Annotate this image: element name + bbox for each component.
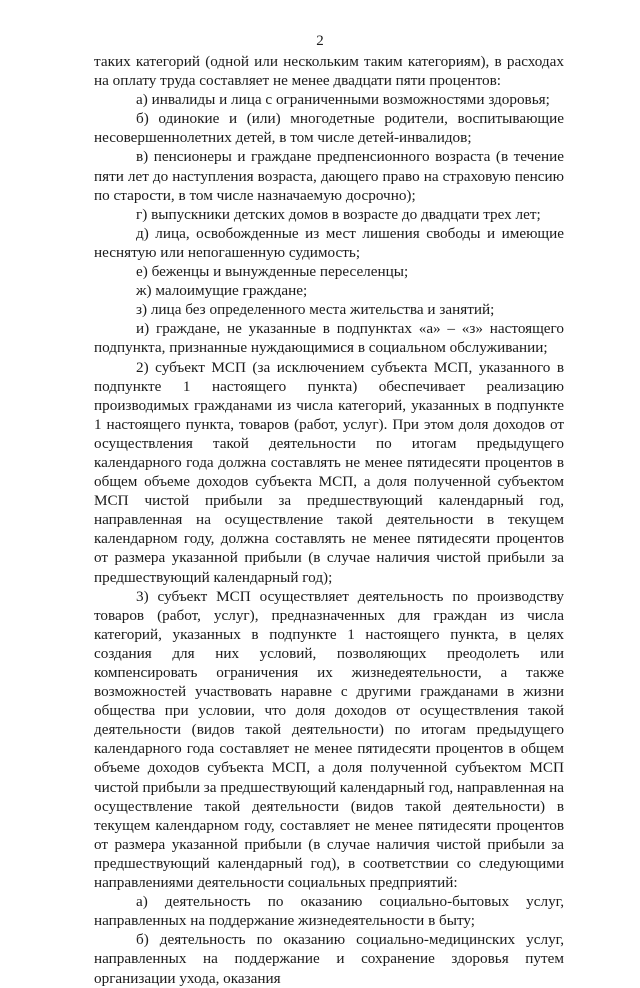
list-item-g: г) выпускники детских домов в возрасте до двадцати трех лет; (136, 205, 541, 223)
list-item-d: д) лица, освобожденные из мест лишения свободы и имеющие неснятую или непогашенную судимость; (94, 224, 564, 261)
list-item-a: а) инвалиды и лица с ограниченными возможностями здоровья; (136, 91, 550, 109)
list-item-e: е) беженцы и вынужденные переселенцы; (136, 263, 409, 281)
list-item-b: б) одинокие и (или) многодетные родители, воспитывающие несовершеннолетних детей, в том числе детей-инвалидов; (94, 110, 564, 147)
page-number: 2 (316, 33, 324, 49)
paragraph-continuation: таких категорий (одной или нескольким таким категориям), в расходах на оплату труда составляет не менее двадцати пяти процентов: (94, 53, 564, 90)
clause-2: 2) субъект МСП (за исключением субъекта МСП, указанного в подпункте 1 настоящего пункта) обеспечивает реализацию производимых гражданами из числа категорий, указанных в подпункте 1 настоящего пункта, товаров (работ, услуг). При этом доля доходов от осуществления такой деятельности по итогам предыдущего календарного года должна составлять не менее пятидесяти процентов в общем объеме доходов субъекта МСП, а доля полученной субъектом МСП чистой прибыли за предшествующий календарный год, направленная на осуществление такой деятельности в текущем календарном году, должна составлять не менее пятидесяти процентов от размера указанной прибыли (в случае наличия чистой прибыли за предшествующий календарный год); (94, 358, 564, 586)
list-item-v: в) пенсионеры и граждане предпенсионного возраста (в течение пяти лет до наступления возраста, дающего право на страховую пенсию по старости, в том числе назначаемую досрочно); (94, 148, 564, 204)
document-body (94, 52, 564, 988)
list-item-z: з) лица без определенного места жительства и занятий; (136, 301, 495, 319)
clause-3-item-b: б) деятельность по оказанию социально-медицинских услуг, направленных на поддержание и сохранение здоровья путем организации ухода, оказания (94, 931, 564, 987)
list-item-i: и) граждане, не указанные в подпунктах «а» – «з» настоящего подпункта, признанные нуждающимися в социальном обслуживании; (94, 320, 564, 357)
list-item-zh: ж) малоимущие граждане; (136, 282, 308, 300)
clause-3-item-a: а) деятельность по оказанию социально-бытовых услуг, направленных на поддержание жизнедеятельности в быту; (94, 893, 564, 930)
clause-3: 3) субъект МСП осуществляет деятельность по производству товаров (работ, услуг), предназначенных для граждан из числа категорий, указанных в подпункте 1 настоящего пункта, в целях создания для них условий, позволяющих преодолеть или компенсировать ограничения их жизнедеятельности, а также возможностей участвовать наравне с другими гражданами в жизни общества при условии, что доля доходов от осуществления такой деятельности (видов такой деятельности) по итогам предыдущего календарного года составляет не менее пятидесяти процентов в общем объеме доходов субъекта МСП, а доля полученной субъектом МСП чистой прибыли за предшествующий календарный год, направленная на осуществление такой деятельности (видов такой деятельности) в текущем календарном году, составляет не менее пятидесяти процентов от размера указанной прибыли (в случае наличия чистой прибыли за предшествующий календарный год), в соответствии со следующими направлениями деятельности социальных предприятий: (94, 587, 564, 892)
